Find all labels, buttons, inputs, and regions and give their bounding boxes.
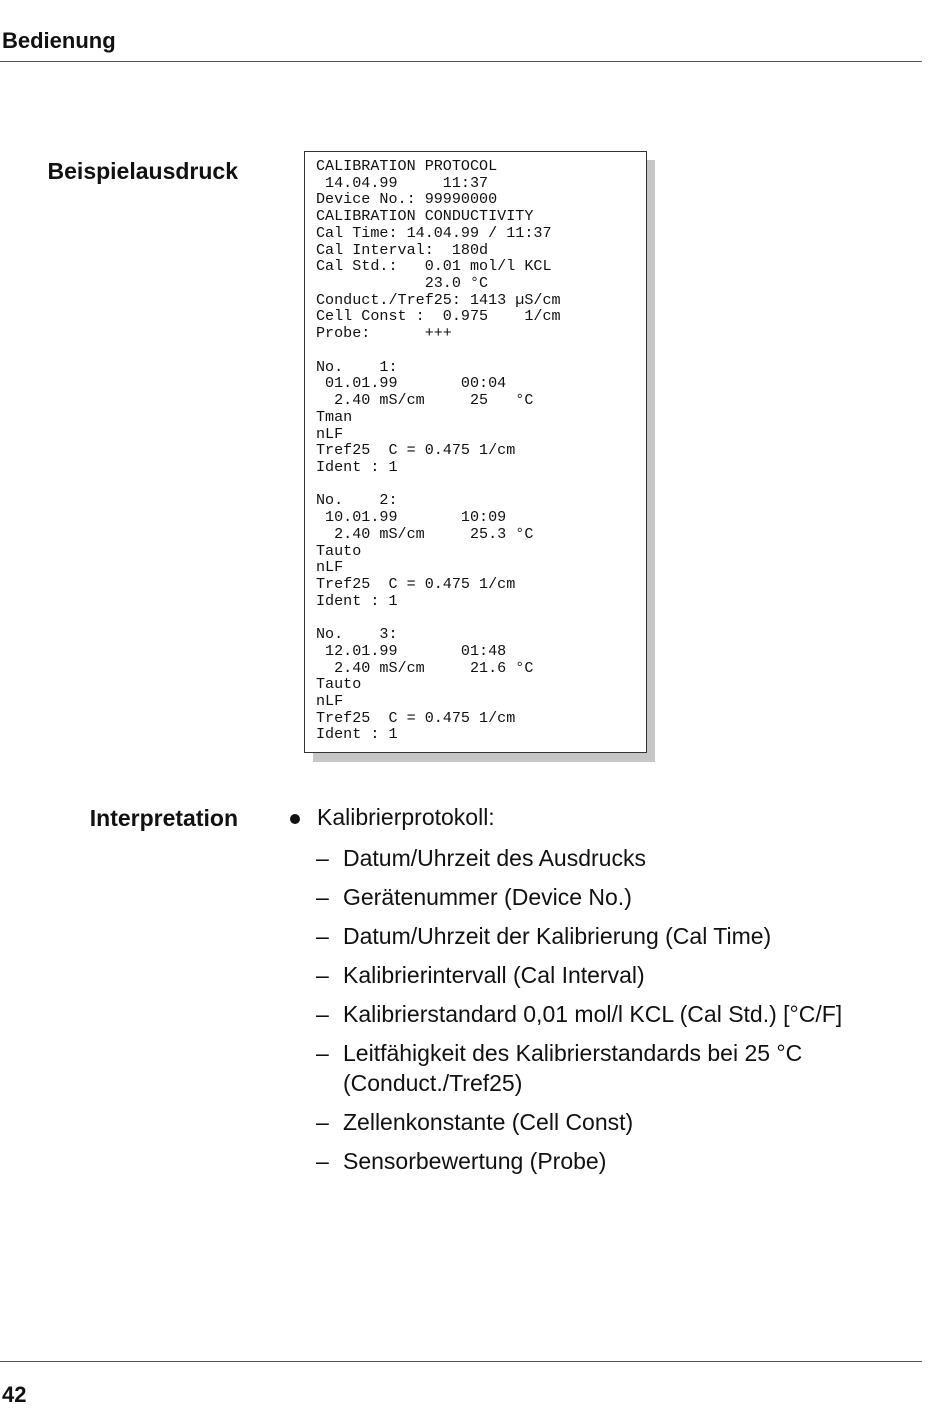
example-heading: Beispielausdruck — [47, 158, 238, 184]
dash-icon: – — [316, 1001, 329, 1027]
list-item-text: Leitfähigkeit des Kalibrierstandards bei 25 °C (Conduct./Tref25) — [343, 1040, 803, 1096]
list-item-text: Datum/Uhrzeit des Ausdrucks — [343, 845, 646, 871]
section-title: Bedienung — [2, 28, 116, 53]
list-item-text: Datum/Uhrzeit der Kalibrierung (Cal Time) — [343, 923, 772, 949]
list-item — [316, 1107, 916, 1137]
header-divider — [0, 61, 922, 62]
bullet-text: Kalibrierprotokoll: — [317, 804, 495, 830]
dash-icon: – — [316, 1109, 329, 1135]
dash-icon: – — [316, 1148, 329, 1174]
interpretation-list — [316, 843, 916, 1185]
list-item-text: Zellenkonstante (Cell Const) — [343, 1109, 634, 1135]
list-item — [316, 960, 916, 990]
interpretation-heading: Interpretation — [89, 805, 238, 831]
list-item-text: Gerätenummer (Device No.) — [343, 884, 632, 910]
list-item — [316, 921, 916, 951]
dash-icon: – — [316, 845, 329, 871]
calibration-printout — [304, 151, 647, 753]
list-item-text: Kalibrierstandard 0,01 mol/l KCL (Cal Std.) [°C/F] — [343, 1001, 843, 1027]
printout-text: CALIBRATION PROTOCOL 14.04.99 11:37 Device No.: 99990000 CALIBRATION CONDUCTIVITY Cal Time: 14.04.99 / 11:37 Cal Interval: 180d Cal Std.: 0.01 mol/l KCL 23.0 °C Conduct./Tref25: 1413 µS/cm Cell Const : 0.975 1/cm Probe: +++ No. 1: 01.01.99 00:04 2.40 mS/cm 25 °C Tman nLF Tref25 C = 0.475 1/cm Ident : 1 No. 2: 10.01.99 10:09 2.40 mS/cm 25.3 °C Tauto nLF Tref25 C = 0.475 1/cm Ident : 1 No. 3: 12.01.99 01:48 2.40 mS/cm 21.6 °C Tauto nLF Tref25 C = 0.475 1/cm Ident : 1 — [316, 157, 561, 744]
footer-divider — [0, 1361, 922, 1362]
page-number: 42 — [2, 1382, 27, 1407]
bullet-item — [290, 804, 495, 831]
dash-icon: – — [316, 923, 329, 949]
bullet-dot-icon — [290, 814, 300, 824]
list-item — [316, 999, 916, 1029]
list-item — [316, 1038, 916, 1098]
list-item-text: Sensorbewertung (Probe) — [343, 1148, 607, 1174]
list-item — [316, 882, 916, 912]
list-item — [316, 1146, 916, 1176]
dash-icon: – — [316, 962, 329, 988]
dash-icon: – — [316, 1040, 329, 1066]
dash-icon: – — [316, 884, 329, 910]
list-item-text: Kalibrierintervall (Cal Interval) — [343, 962, 645, 988]
list-item — [316, 843, 916, 873]
